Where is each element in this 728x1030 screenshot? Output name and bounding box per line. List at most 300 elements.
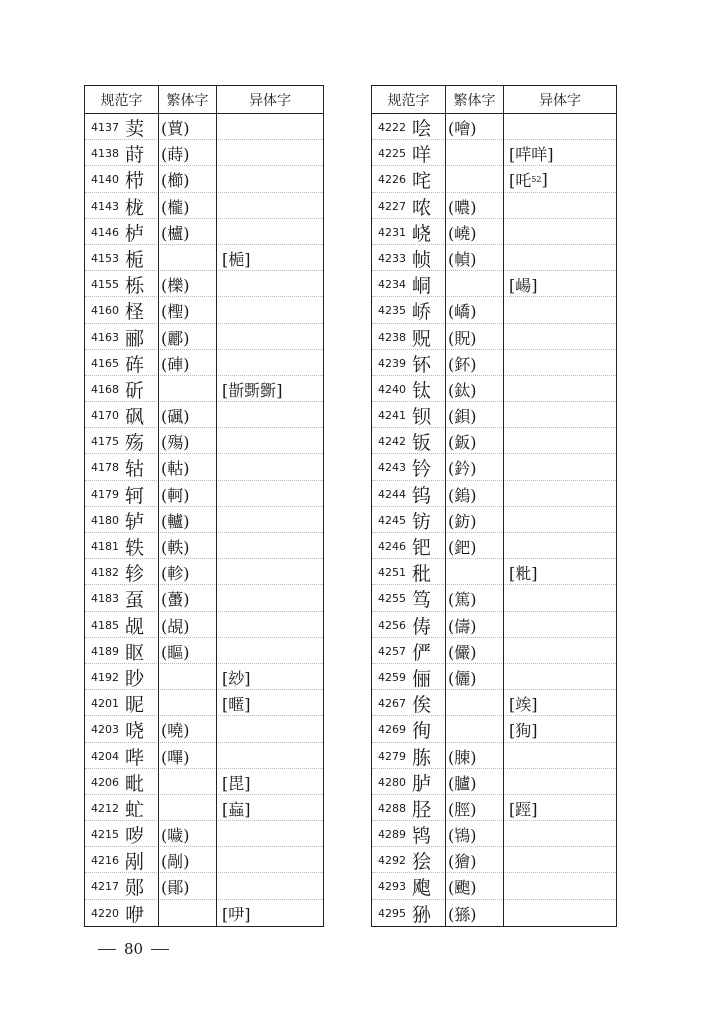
traditional-cell: [446, 559, 504, 586]
standard-cell: [85, 507, 159, 534]
traditional-cell: [159, 376, 217, 403]
entry-number: 4179: [91, 487, 119, 501]
entry-number: 4189: [91, 644, 119, 658]
table-row: [372, 690, 616, 716]
variant-cell: [217, 664, 323, 691]
standard-char: 栌: [125, 222, 145, 245]
standard-cell: [372, 481, 446, 508]
traditional-cell: [446, 324, 504, 351]
traditional-char: (櫳): [161, 197, 190, 217]
traditional-cell: [446, 219, 504, 246]
traditional-cell: [159, 795, 217, 822]
standard-cell: [85, 847, 159, 874]
table-row: [372, 481, 616, 507]
table-row: [85, 245, 323, 271]
traditional-cell: [159, 114, 217, 141]
traditional-char: (颮): [448, 878, 477, 898]
entry-number: 4146: [91, 225, 119, 239]
traditional-cell: [446, 795, 504, 822]
standard-cell: [85, 664, 159, 691]
standard-char: 眍: [125, 641, 145, 664]
traditional-char: (脛): [448, 799, 477, 819]
standard-char: 郦: [125, 327, 145, 350]
traditional-char: (鄖): [161, 878, 190, 898]
standard-char: 栊: [125, 196, 145, 219]
traditional-char: (鈁): [448, 511, 477, 531]
table-row: [372, 193, 616, 219]
variant-cell: [217, 873, 323, 900]
entry-number: 4138: [91, 147, 119, 161]
variant-cell: [217, 324, 323, 351]
standard-char: 钛: [412, 379, 432, 402]
standard-cell: [372, 297, 446, 324]
variant-cell: [217, 533, 323, 560]
traditional-cell: [446, 428, 504, 455]
variant-cell: [504, 769, 616, 796]
entry-number: 4233: [378, 251, 406, 265]
standard-cell: [85, 428, 159, 455]
entry-number: 4269: [378, 723, 406, 737]
variant-cell: [504, 245, 616, 272]
traditional-char: (櫛): [161, 171, 190, 191]
table-row: [85, 821, 323, 847]
standard-cell: [85, 271, 159, 298]
traditional-cell: [159, 559, 217, 586]
header-standard: 规范字: [372, 86, 446, 113]
standard-char: 钡: [412, 406, 432, 429]
traditional-cell: [446, 376, 504, 403]
table-row: [85, 664, 323, 690]
standard-cell: [85, 166, 159, 193]
entry-number: 4257: [378, 644, 406, 658]
variant-cell: [504, 297, 616, 324]
variant-cell: [504, 821, 616, 848]
entry-number: 4288: [378, 801, 406, 815]
variant-cell: [217, 454, 323, 481]
standard-cell: [372, 612, 446, 639]
traditional-char: (剮): [161, 852, 190, 872]
entry-number: 4245: [378, 513, 406, 527]
traditional-char: (嗶): [161, 747, 190, 767]
traditional-char: (硨): [161, 354, 190, 374]
table-row: [372, 664, 616, 690]
traditional-char: (軫): [161, 564, 190, 584]
standard-cell: [372, 166, 446, 193]
variant-char: [崵]: [509, 276, 538, 296]
traditional-cell: [159, 638, 217, 665]
traditional-cell: [446, 402, 504, 429]
standard-cell: [85, 900, 159, 927]
standard-cell: [85, 612, 159, 639]
table-row: [85, 114, 323, 140]
variant-char: [蝱]: [222, 799, 251, 819]
traditional-cell: [159, 297, 217, 324]
table-row: [372, 795, 616, 821]
traditional-char: (櫟): [161, 276, 190, 296]
standard-char: 胪: [412, 772, 432, 795]
entry-number: 4226: [378, 173, 406, 187]
traditional-cell: [446, 114, 504, 141]
variant-cell: [504, 585, 616, 612]
standard-cell: [85, 454, 159, 481]
traditional-cell: [159, 481, 217, 508]
variant-cell: [504, 376, 616, 403]
traditional-cell: [446, 847, 504, 874]
header-variant: 异体字: [539, 92, 581, 109]
table-row: [372, 324, 616, 350]
traditional-cell: [446, 821, 504, 848]
entry-number: 4140: [91, 173, 119, 187]
standard-char: 毗: [125, 772, 145, 795]
table-header: [85, 86, 323, 114]
traditional-cell: [159, 507, 217, 534]
standard-cell: [372, 114, 446, 141]
traditional-cell: [446, 664, 504, 691]
variant-cell: [217, 847, 323, 874]
variant-cell: [504, 193, 616, 220]
traditional-cell: [159, 193, 217, 220]
page-number: 80: [124, 940, 144, 958]
standard-cell: [372, 638, 446, 665]
traditional-char: (鈀): [448, 538, 477, 557]
standard-char: 斫: [125, 379, 145, 402]
entry-number: 4180: [91, 513, 119, 527]
table-row: [372, 297, 616, 323]
traditional-char: (嶠): [448, 302, 477, 322]
standard-cell: [372, 690, 446, 717]
traditional-char: (臚): [448, 773, 477, 793]
variant-cell: [504, 454, 616, 481]
standard-cell: [372, 821, 446, 848]
variant-cell: [217, 743, 323, 770]
traditional-cell: [159, 769, 217, 796]
traditional-cell: [159, 821, 217, 848]
standard-char: 哓: [125, 720, 145, 743]
standard-cell: [372, 219, 446, 246]
traditional-cell: [446, 193, 504, 220]
standard-cell: [85, 297, 159, 324]
table-row: [85, 716, 323, 742]
variant-cell: [217, 559, 323, 586]
traditional-char: (儔): [448, 616, 477, 636]
traditional-cell: [446, 612, 504, 639]
standard-cell: [85, 140, 159, 167]
variant-cell: [504, 271, 616, 298]
table-row: [372, 166, 616, 192]
traditional-char: (軲): [161, 459, 190, 479]
variant-cell: [217, 271, 323, 298]
variant-cell: [217, 821, 323, 848]
table-row: [372, 847, 616, 873]
entry-number: 4238: [378, 330, 406, 344]
standard-char: 栉: [125, 170, 145, 193]
entry-number: 4192: [91, 670, 119, 684]
table-row: [85, 297, 323, 323]
entry-number: 4182: [91, 566, 119, 580]
standard-cell: [372, 324, 446, 351]
standard-cell: [372, 245, 446, 272]
standard-char: 俟: [412, 694, 432, 717]
traditional-cell: [446, 507, 504, 534]
traditional-cell: [159, 454, 217, 481]
table-row: [85, 428, 323, 454]
entry-number: 4222: [378, 121, 406, 134]
entry-number: 4165: [91, 356, 119, 370]
variant-cell: [217, 219, 323, 246]
standard-char: 哙: [412, 118, 432, 140]
traditional-cell: [159, 612, 217, 639]
variant-cell: [504, 428, 616, 455]
variant-cell: [217, 376, 323, 403]
traditional-char: (檉): [161, 302, 190, 322]
entry-number: 4216: [91, 854, 119, 868]
standard-cell: [372, 533, 446, 560]
right-character-table: [371, 85, 617, 927]
traditional-cell: [446, 585, 504, 612]
traditional-cell: [159, 428, 217, 455]
traditional-char: (瞘): [161, 642, 190, 662]
table-row: [85, 585, 323, 611]
variant-char: [吚]: [222, 904, 251, 924]
traditional-cell: [446, 297, 504, 324]
standard-char: 飑: [412, 877, 432, 900]
standard-char: 栎: [125, 275, 145, 298]
variant-cell: [217, 402, 323, 429]
variant-cell: [217, 769, 323, 796]
standard-char: 轸: [125, 563, 145, 586]
standard-cell: [372, 795, 446, 822]
traditional-cell: [159, 166, 217, 193]
traditional-char: (櫨): [161, 223, 190, 243]
table-row: [85, 795, 323, 821]
traditional-cell: [159, 585, 217, 612]
standard-cell: [85, 795, 159, 822]
standard-cell: [85, 324, 159, 351]
traditional-cell: [446, 166, 504, 193]
traditional-char: (酈): [161, 328, 190, 348]
variant-cell: [217, 428, 323, 455]
variant-char: [斮斲斵]: [222, 380, 283, 400]
entry-number: 4242: [378, 435, 406, 449]
standard-cell: [85, 533, 159, 560]
table-row: [85, 769, 323, 795]
traditional-cell: [446, 716, 504, 743]
standard-char: 钣: [412, 432, 432, 455]
entry-number: 4255: [378, 592, 406, 606]
standard-cell: [372, 376, 446, 403]
table-row: [372, 507, 616, 533]
variant-cell: [217, 297, 323, 324]
standard-char: 砜: [125, 406, 145, 429]
table-row: [372, 219, 616, 245]
footer-dash-right: [151, 949, 169, 950]
variant-cell: [504, 219, 616, 246]
traditional-char: (軻): [161, 485, 190, 505]
standard-cell: [372, 900, 446, 927]
variant-cell: [217, 481, 323, 508]
table-row: [85, 193, 323, 219]
standard-char: 咤: [412, 170, 432, 193]
table-header: [372, 86, 616, 114]
variant-char: [狥]: [509, 721, 538, 741]
traditional-char: (腖): [448, 747, 477, 767]
page-footer: [98, 940, 169, 958]
entry-number: 4215: [91, 828, 119, 842]
left-table-body: [85, 114, 323, 926]
variant-close-bracket: ]: [541, 170, 548, 190]
entry-number: 4181: [91, 540, 119, 553]
traditional-cell: [446, 743, 504, 770]
variant-cell: [217, 612, 323, 639]
standard-cell: [85, 821, 159, 848]
standard-char: 鸨: [412, 825, 432, 848]
traditional-char: (鈦): [448, 380, 477, 400]
table-row: [372, 533, 616, 559]
traditional-cell: [159, 900, 217, 927]
standard-char: 钫: [412, 510, 432, 533]
entry-number: 4267: [378, 697, 406, 711]
entry-number: 4251: [378, 566, 406, 580]
entry-number: 4227: [378, 199, 406, 213]
table-row: [372, 873, 616, 899]
entry-number: 4225: [378, 147, 406, 161]
entry-number: 4279: [378, 749, 406, 763]
entry-number: 4206: [91, 775, 119, 789]
footer-dash-left: [98, 949, 116, 950]
entry-number: 4231: [378, 225, 406, 239]
standard-char: 砗: [125, 353, 145, 376]
table-row: [85, 900, 323, 926]
table-row: [372, 716, 616, 742]
standard-cell: [85, 193, 159, 220]
entry-number: 4183: [91, 592, 119, 606]
table-row: [85, 690, 323, 716]
traditional-char: (覘): [161, 616, 190, 636]
traditional-char: (鋇): [448, 407, 477, 427]
traditional-cell: [159, 533, 217, 560]
standard-char: 胫: [412, 798, 432, 821]
traditional-cell: [446, 533, 504, 560]
table-row: [372, 350, 616, 376]
table-row: [372, 140, 616, 166]
traditional-char: (噥): [448, 197, 477, 217]
variant-cell: [504, 533, 616, 560]
table-row: [372, 612, 616, 638]
table-row: [372, 114, 616, 140]
standard-cell: [372, 743, 446, 770]
table-row: [85, 350, 323, 376]
variant-cell: [504, 507, 616, 534]
standard-char: 峒: [412, 275, 432, 298]
entry-number: 4201: [91, 697, 119, 711]
traditional-cell: [159, 664, 217, 691]
standard-char: 帧: [412, 248, 432, 271]
table-row: [372, 454, 616, 480]
standard-char: 虿: [125, 589, 145, 612]
entry-number: 4204: [91, 749, 119, 763]
entry-number: 4170: [91, 409, 119, 423]
entry-number: 4259: [378, 670, 406, 684]
traditional-cell: [446, 350, 504, 377]
traditional-cell: [446, 481, 504, 508]
standard-cell: [372, 873, 446, 900]
table-row: [85, 559, 323, 585]
table-row: [85, 743, 323, 769]
standard-cell: [85, 219, 159, 246]
standard-cell: [85, 402, 159, 429]
traditional-char: (鈑): [448, 433, 477, 453]
table-row: [85, 402, 323, 428]
standard-char: 笃: [412, 589, 432, 612]
traditional-cell: [159, 873, 217, 900]
entry-number: 4163: [91, 330, 119, 344]
variant-cell: [504, 402, 616, 429]
standard-char: 峣: [412, 222, 432, 245]
variant-char: [暱]: [222, 695, 251, 715]
standard-cell: [85, 873, 159, 900]
variant-char: [毘]: [222, 773, 251, 793]
table-row: [372, 769, 616, 795]
traditional-cell: [159, 245, 217, 272]
table-row: [372, 638, 616, 664]
traditional-char: (篤): [448, 590, 477, 610]
standard-cell: [85, 376, 159, 403]
entry-number: 4239: [378, 356, 406, 370]
standard-cell: [85, 769, 159, 796]
standard-cell: [372, 847, 446, 874]
standard-cell: [85, 743, 159, 770]
variant-cell: [504, 638, 616, 665]
traditional-cell: [159, 847, 217, 874]
traditional-char: (鈐): [448, 459, 477, 479]
table-row: [372, 743, 616, 769]
standard-char: 俨: [412, 641, 432, 664]
entry-number: 4292: [378, 854, 406, 868]
traditional-cell: [446, 638, 504, 665]
standard-char: 钤: [412, 458, 432, 481]
variant-cell: [217, 690, 323, 717]
table-row: [85, 847, 323, 873]
variant-char: [粃]: [509, 564, 538, 584]
entry-number: 4240: [378, 382, 406, 396]
standard-cell: [372, 716, 446, 743]
traditional-char: (嶢): [448, 223, 477, 243]
standard-char: 郧: [125, 877, 145, 900]
standard-char: 胨: [412, 746, 432, 769]
traditional-char: (轤): [161, 511, 190, 531]
entry-number: 4295: [378, 906, 406, 920]
standard-char: 轶: [125, 537, 145, 559]
table-row: [372, 376, 616, 402]
traditional-char: (噦): [161, 826, 190, 846]
standard-char: 钚: [412, 353, 432, 376]
variant-cell: [217, 638, 323, 665]
table-row: [85, 324, 323, 350]
standard-char: 钯: [412, 537, 432, 559]
standard-cell: [372, 769, 446, 796]
table-row: [372, 900, 616, 926]
traditional-char: (猻): [448, 904, 477, 924]
standard-cell: [372, 428, 446, 455]
entry-number: 4212: [91, 801, 119, 815]
table-row: [85, 140, 323, 166]
traditional-cell: [446, 245, 504, 272]
traditional-char: (碸): [161, 407, 190, 427]
traditional-char: (幀): [448, 249, 477, 269]
variant-cell: [217, 166, 323, 193]
entry-number: 4137: [91, 121, 119, 134]
standard-char: 俦: [412, 615, 432, 638]
